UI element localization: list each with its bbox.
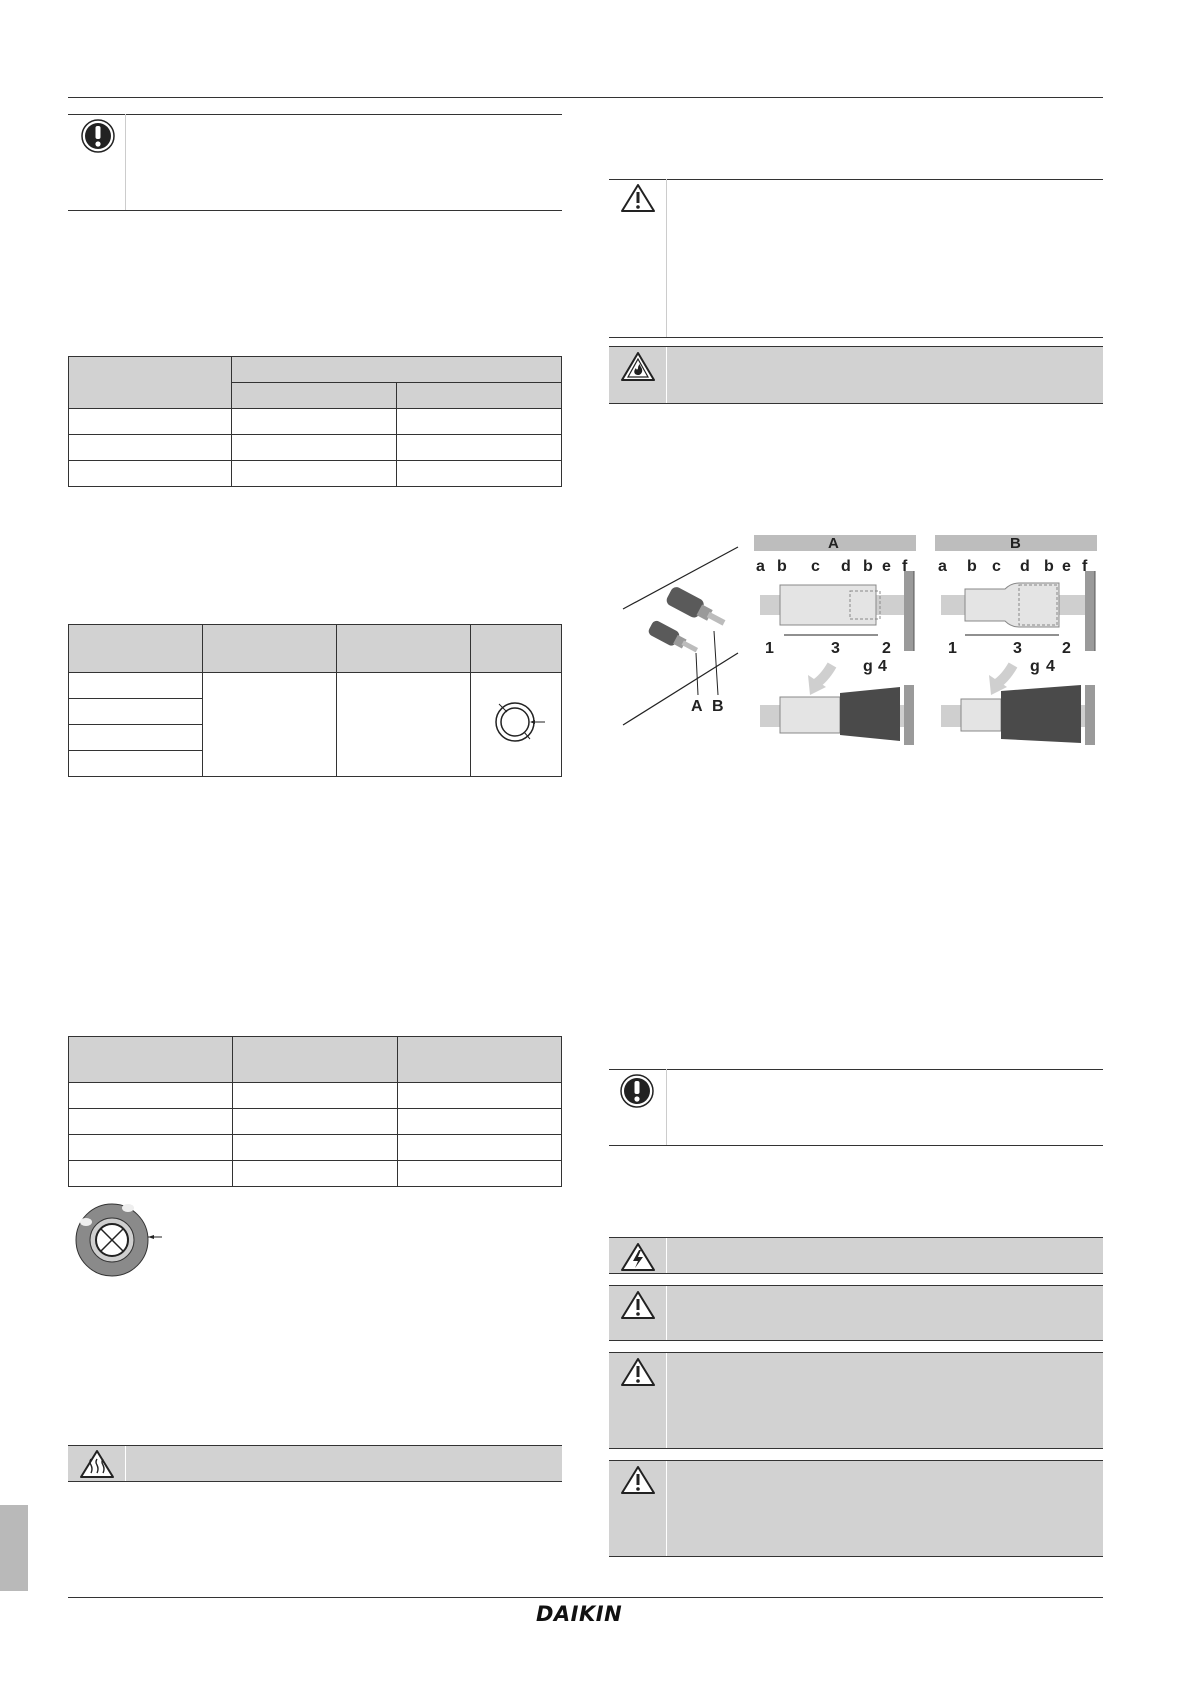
notice-bottom-rule: [68, 210, 562, 211]
electrical-divider: [666, 1238, 667, 1273]
table-1-cell: [397, 461, 562, 487]
caution-hot-bar: [68, 1446, 562, 1481]
electrical-bar: [609, 1238, 1103, 1273]
pipe-sketch-icon: [620, 535, 750, 735]
table-3-cell: [69, 1161, 233, 1187]
table-2-figure-cell: [471, 673, 562, 777]
panel-b-number: 3: [1013, 640, 1022, 657]
insulation-figure: [620, 535, 1104, 750]
caution-hot-bottom-rule: [68, 1481, 562, 1482]
caution-hot-divider: [125, 1446, 126, 1481]
table-3-cell: [398, 1161, 562, 1187]
electrical-hazard-icon: [620, 1242, 656, 1272]
flammable-bar: [609, 347, 1103, 403]
flammable-bottom-rule: [609, 403, 1103, 404]
table-3-cell: [233, 1083, 398, 1109]
table-2-cell: [69, 673, 203, 699]
notice-divider: [125, 114, 126, 211]
table-2-merged-cell: [337, 673, 471, 777]
warning-4-bar: [609, 1461, 1103, 1556]
notice-2-top-rule: [609, 1069, 1103, 1070]
table-2-cell: [69, 751, 203, 777]
notice-2-bottom-rule: [609, 1145, 1103, 1146]
panel-a-title: A: [828, 535, 839, 552]
flammable-warning-icon: [620, 351, 656, 383]
table-3-cell: [398, 1083, 562, 1109]
table-3-cell: [233, 1135, 398, 1161]
panel-b-label: b: [1044, 558, 1054, 575]
table-3-cell: [233, 1109, 398, 1135]
table-2-header-cell: [203, 625, 337, 673]
panel-b-bottom-label: g: [1030, 658, 1040, 675]
warning-1-bottom-rule: [609, 337, 1103, 338]
panel-b-label: c: [992, 558, 1001, 575]
panel-b-title: B: [1010, 535, 1021, 552]
footer-rule: [68, 1597, 1103, 1598]
table-2-header-cell: [337, 625, 471, 673]
warning-4-bottom-rule: [609, 1556, 1103, 1557]
warning-triangle-icon: [620, 1465, 656, 1495]
panel-b-label: d: [1020, 558, 1030, 575]
warning-3-bar: [609, 1353, 1103, 1448]
panel-b-label: b: [967, 558, 977, 575]
table-3: [68, 1036, 562, 1187]
table-1-cell: [232, 461, 397, 487]
panel-a-label: c: [811, 558, 820, 575]
panel-a-label: b: [777, 558, 787, 575]
panel-a-label: a: [756, 558, 765, 575]
table-1-cell: [69, 435, 232, 461]
panel-a-label: f: [902, 558, 908, 575]
pipe-label-b: B: [712, 698, 724, 715]
table-1-header-cell: [232, 383, 397, 409]
insulation-diagram-icon: [70, 1200, 170, 1280]
panel-b-bottom-label: 4: [1046, 658, 1055, 675]
table-1-cell: [232, 409, 397, 435]
warning-4-divider: [666, 1461, 667, 1556]
table-1-cell: [232, 435, 397, 461]
notice-top-rule: [68, 114, 562, 115]
table-1: [68, 356, 562, 487]
panel-a-label: d: [841, 558, 851, 575]
table-2: [68, 624, 562, 777]
warning-1-divider: [666, 179, 667, 337]
table-1-cell: [69, 409, 232, 435]
notice-2-divider: [666, 1069, 667, 1145]
panel-b-label: f: [1082, 558, 1088, 575]
table-3-cell: [398, 1109, 562, 1135]
panel-b-number: 2: [1062, 640, 1071, 657]
warning-triangle-icon: [620, 1290, 656, 1320]
table-3-cell: [398, 1135, 562, 1161]
header-rule: [68, 97, 1103, 98]
warning-triangle-icon: [620, 183, 656, 213]
table-1-cell: [397, 409, 562, 435]
panel-b-number: 1: [948, 640, 957, 657]
panel-a-number: 1: [765, 640, 774, 657]
panel-a-label: e: [882, 558, 891, 575]
pipe-label-a: A: [691, 698, 703, 715]
warning-2-divider: [666, 1286, 667, 1340]
warning-3-bottom-rule: [609, 1448, 1103, 1449]
table-1-header-cell: [69, 357, 232, 409]
table-3-cell: [233, 1161, 398, 1187]
table-2-cell: [69, 699, 203, 725]
table-3-cell: [69, 1109, 233, 1135]
warning-2-bottom-rule: [609, 1340, 1103, 1341]
table-3-header-cell: [233, 1037, 398, 1083]
table-2-header-cell: [471, 625, 562, 673]
table-3-header-cell: [69, 1037, 233, 1083]
panel-a-label: b: [863, 558, 873, 575]
hot-surface-icon: [79, 1449, 115, 1479]
flammable-divider: [666, 347, 667, 403]
table-3-cell: [69, 1135, 233, 1161]
warning-3-divider: [666, 1353, 667, 1448]
panel-a-bottom-label: 4: [878, 658, 887, 675]
warning-2-bar: [609, 1286, 1103, 1340]
panel-a-number: 2: [882, 640, 891, 657]
section-side-tab: [0, 1505, 28, 1591]
electrical-bottom-rule: [609, 1273, 1103, 1274]
exclamation-circle-icon: [81, 118, 115, 154]
panel-b-label: a: [938, 558, 947, 575]
table-1-header-cell: [397, 383, 562, 409]
panel-a-bottom-label: g: [863, 658, 873, 675]
table-3-cell: [69, 1083, 233, 1109]
table-2-cell: [69, 725, 203, 751]
warning-1-top-rule: [609, 179, 1103, 180]
table-1-cell: [69, 461, 232, 487]
table-1-header-cell: [232, 357, 562, 383]
warning-triangle-icon: [620, 1357, 656, 1387]
table-2-merged-cell: [203, 673, 337, 777]
panel-a-number: 3: [831, 640, 840, 657]
pipe-cross-section-icon: [481, 692, 551, 752]
brand-logo: DAIKIN: [536, 1602, 623, 1626]
exclamation-circle-icon: [620, 1073, 654, 1109]
table-2-header-cell: [69, 625, 203, 673]
table-3-header-cell: [398, 1037, 562, 1083]
table-1-cell: [397, 435, 562, 461]
panel-b-label: e: [1062, 558, 1071, 575]
